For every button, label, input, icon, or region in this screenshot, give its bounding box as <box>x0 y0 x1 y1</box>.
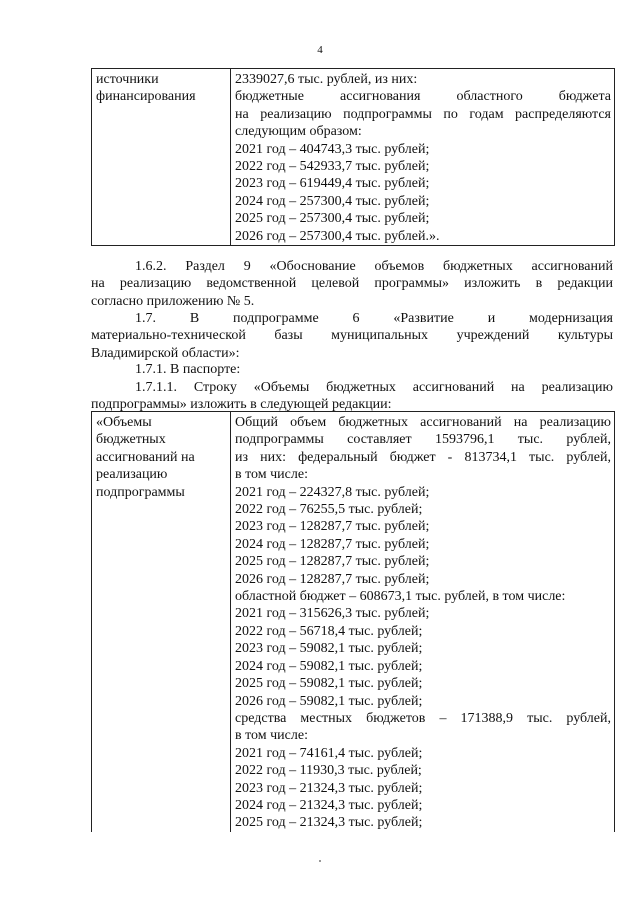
text-line: 1.7. В подпрограмме 6 «Развитие и модернизация <box>135 311 613 326</box>
year-line: 2021 год – 404743,3 тыс. рублей; <box>235 141 430 157</box>
label-line: реализацию <box>96 467 168 483</box>
page-number: 4 <box>317 44 323 56</box>
year-line: 2026 год – 257300,4 тыс. рублей.». <box>235 228 440 244</box>
label-line: «Объемы <box>96 415 152 430</box>
year-line: 2024 год – 59082,1 тыс. рублей; <box>235 658 423 674</box>
text-line: в том числе: <box>235 728 308 744</box>
financing-sources-table <box>91 68 615 246</box>
year-line: 2025 год – 21324,3 тыс. рублей; <box>235 815 423 831</box>
year-line: 2022 год – 56718,4 тыс. рублей; <box>235 623 423 639</box>
text-line: бюджетные ассигнования областного бюджета <box>235 89 611 105</box>
text-line: на реализацию подпрограммы по годам распределяются <box>235 106 611 122</box>
row-value-cell <box>231 412 615 832</box>
text-line: подпрограммы» изложить в следующей редакции: <box>91 397 392 413</box>
year-line: 2021 год – 224327,8 тыс. рублей; <box>235 484 430 500</box>
year-line: 2022 год – 76255,5 тыс. рублей; <box>235 502 423 518</box>
scan-speck <box>319 860 321 862</box>
year-line: 2022 год – 11930,3 тыс. рублей; <box>235 763 422 779</box>
row-value-cell <box>231 69 615 246</box>
text-line: следующим образом: <box>235 124 362 140</box>
paragraph-1-7 <box>91 310 613 362</box>
text-line: 1.7.1.1. Строку «Объемы бюджетных ассигнований на реализацию <box>135 380 613 395</box>
year-line: 2023 год – 128287,7 тыс. рублей; <box>235 519 430 535</box>
text-line: материально-технической базы муниципальных учреждений культуры <box>91 328 613 344</box>
label-line: источники <box>96 72 159 87</box>
subprogram-budget-table <box>91 411 615 832</box>
text-line: 1.7.1. В паспорте: <box>135 362 241 377</box>
text-line: подпрограммы составляет 1593796,1 тыс. рублей, <box>235 432 611 448</box>
row-label-cell <box>92 412 231 832</box>
year-line: 2024 год – 128287,7 тыс. рублей; <box>235 536 430 552</box>
year-line: 2023 год – 21324,3 тыс. рублей; <box>235 780 423 796</box>
year-line: 2025 год – 257300,4 тыс. рублей; <box>235 211 430 227</box>
year-line: 2023 год – 59082,1 тыс. рублей; <box>235 641 423 657</box>
total-line: 2339027,6 тыс. рублей, из них: <box>235 72 418 87</box>
year-line: 2024 год – 21324,3 тыс. рублей; <box>235 797 423 813</box>
year-line: 2024 год – 257300,4 тыс. рублей; <box>235 193 430 209</box>
year-line: 2025 год – 59082,1 тыс. рублей; <box>235 676 423 692</box>
label-line: ассигнований на <box>96 449 195 465</box>
text-line: на реализацию ведомственной целевой программы» изложить в редакции <box>91 276 613 292</box>
text-line: Общий объем бюджетных ассигнований на реализацию <box>235 415 611 430</box>
year-line: 2026 год – 59082,1 тыс. рублей; <box>235 693 423 709</box>
table-row <box>92 69 615 246</box>
year-line: 2025 год – 128287,7 тыс. рублей; <box>235 554 430 570</box>
paragraph-1-7-1 <box>91 361 613 378</box>
year-line: 2021 год – 74161,4 тыс. рублей; <box>235 745 423 761</box>
text-line: областной бюджет – 608673,1 тыс. рублей, в том числе: <box>235 589 566 605</box>
year-line: 2023 год – 619449,4 тыс. рублей; <box>235 176 430 192</box>
text-line: Владимирской области»: <box>91 345 240 361</box>
text-line: средства местных бюджетов – 171388,9 тыс. рублей, <box>235 710 611 726</box>
year-line: 2021 год – 315626,3 тыс. рублей; <box>235 606 430 622</box>
text-line: в том числе: <box>235 467 308 483</box>
paragraph-1-6-2 <box>91 258 613 310</box>
text-line: из них: федеральный бюджет - 813734,1 тыс. рублей, <box>235 449 611 465</box>
text-line: согласно приложению № 5. <box>91 293 255 309</box>
label-line: подпрограммы <box>96 484 185 500</box>
text-line: 1.6.2. Раздел 9 «Обоснование объемов бюджетных ассигнований <box>135 259 613 274</box>
table-row <box>92 412 615 832</box>
paragraph-1-7-1-1 <box>91 379 613 414</box>
row-label-cell <box>92 69 231 246</box>
year-line: 2022 год – 542933,7 тыс. рублей; <box>235 159 430 175</box>
year-line: 2026 год – 128287,7 тыс. рублей; <box>235 571 430 587</box>
label-line: бюджетных <box>96 432 166 448</box>
label-line: финансирования <box>96 89 196 105</box>
